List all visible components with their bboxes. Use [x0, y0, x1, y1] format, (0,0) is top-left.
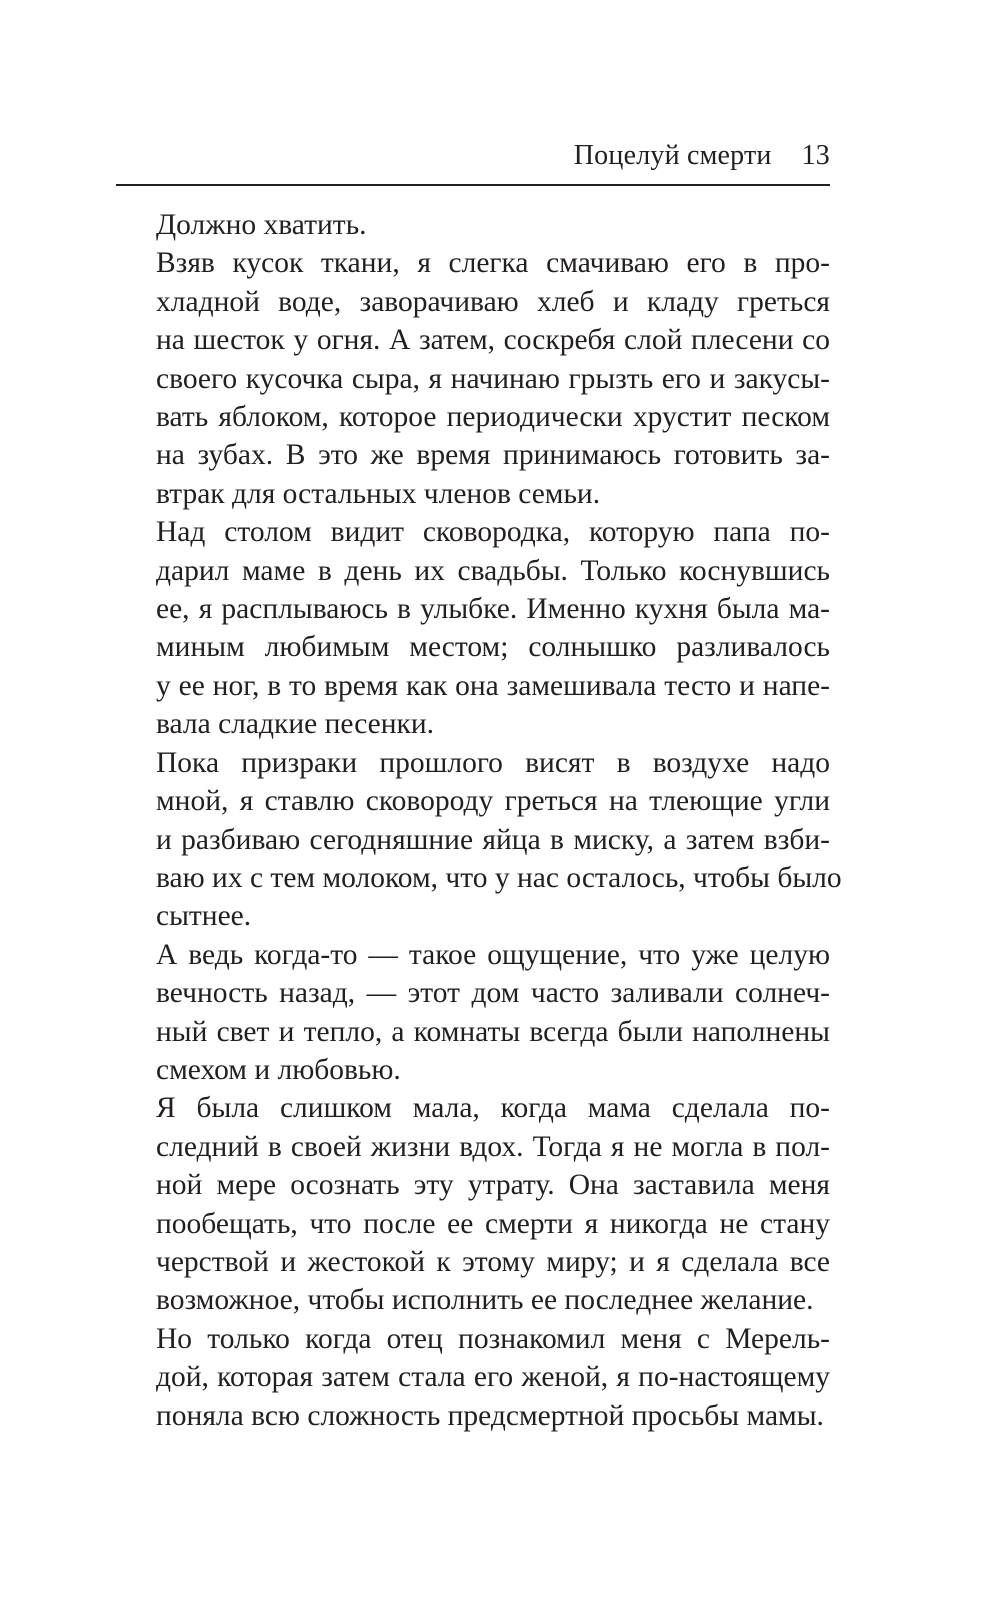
text-line: черствой и жестокой к этому миру; и я сделала все	[156, 1245, 830, 1278]
text-line: А ведь когда-то — такое ощущение, что уже целую	[156, 938, 830, 971]
text-line: вечность назад, — этот дом часто заливали солнеч-	[156, 977, 830, 1010]
text-line: ее, я расплываюсь в улыбке. Именно кухня была ма-	[156, 593, 830, 626]
paragraph	[116, 244, 830, 513]
text-line: на шесток у огня. А затем, соскребя слой плесени со	[156, 324, 830, 357]
text-line: ваю их с тем молоком, что у нас осталось, чтобы было	[156, 861, 842, 894]
paragraph	[116, 206, 830, 244]
page-number: 13	[801, 140, 830, 171]
text-line: Но только когда отец познакомил меня с Мерель-	[156, 1322, 830, 1355]
text-line: Над столом видит сковородка, которую папа по-	[156, 516, 830, 549]
text-line: смехом и любовью.	[156, 1053, 401, 1086]
text-line: у ее ног, в то время как она замешивала тесто и напе-	[156, 669, 830, 702]
text-line: Пока призраки прошлого висят в воздухе надо	[156, 746, 830, 779]
paragraph	[116, 513, 830, 743]
running-head	[116, 112, 830, 172]
text-line: миным любимым местом; солнышко разливалось	[156, 631, 830, 664]
text-line: дой, которая затем стала его женой, я по-настоящему	[156, 1361, 830, 1394]
text-line: втрак для остальных членов семьи.	[156, 477, 601, 510]
text-line: мной, я ставлю сковороду греться на тлеющие угли	[156, 785, 830, 818]
text-line: ной мере осознать эту утрату. Она заставила меня	[156, 1169, 830, 1202]
text-line: Взяв кусок ткани, я слегка смачиваю его в про-	[156, 247, 830, 280]
paragraph	[116, 744, 842, 936]
text-line: на зубах. В это же время принимаюсь готовить за-	[156, 439, 830, 472]
text-line: вала сладкие песенки.	[156, 708, 435, 741]
paragraph	[116, 936, 830, 1090]
text-line: Должно хватить.	[156, 209, 367, 241]
body-text	[116, 206, 842, 1435]
text-line: ный свет и тепло, а комнаты всегда были наполнены	[156, 1015, 830, 1048]
text-line: поняла всю сложность предсмертной просьбы мамы.	[156, 1399, 824, 1432]
text-line: своего кусочка сыра, я начинаю грызть его и закусы-	[156, 362, 830, 395]
running-head-title: Поцелуй смерти	[573, 140, 772, 171]
text-line: хладной воде, заворачиваю хлеб и кладу греться	[156, 285, 830, 318]
paragraph	[116, 1320, 830, 1435]
text-line: вать яблоком, которое периодически хрустит песком	[156, 401, 830, 434]
header-rule	[116, 184, 830, 186]
paragraph	[116, 1089, 830, 1319]
text-line: и разбиваю сегодняшние яйца в миску, а затем взби-	[156, 823, 830, 856]
text-line: сытнее.	[156, 900, 252, 933]
text-line: Я была слишком мала, когда мама сделала по-	[156, 1092, 830, 1125]
text-line: возможное, чтобы исполнить ее последнее желание.	[156, 1284, 814, 1317]
text-line: следний в своей жизни вдох. Тогда я не могла в пол-	[156, 1130, 830, 1163]
text-line: дарил маме в день их свадьбы. Только коснувшись	[156, 554, 830, 587]
text-line: пообещать, что после ее смерти я никогда не стану	[156, 1207, 830, 1240]
